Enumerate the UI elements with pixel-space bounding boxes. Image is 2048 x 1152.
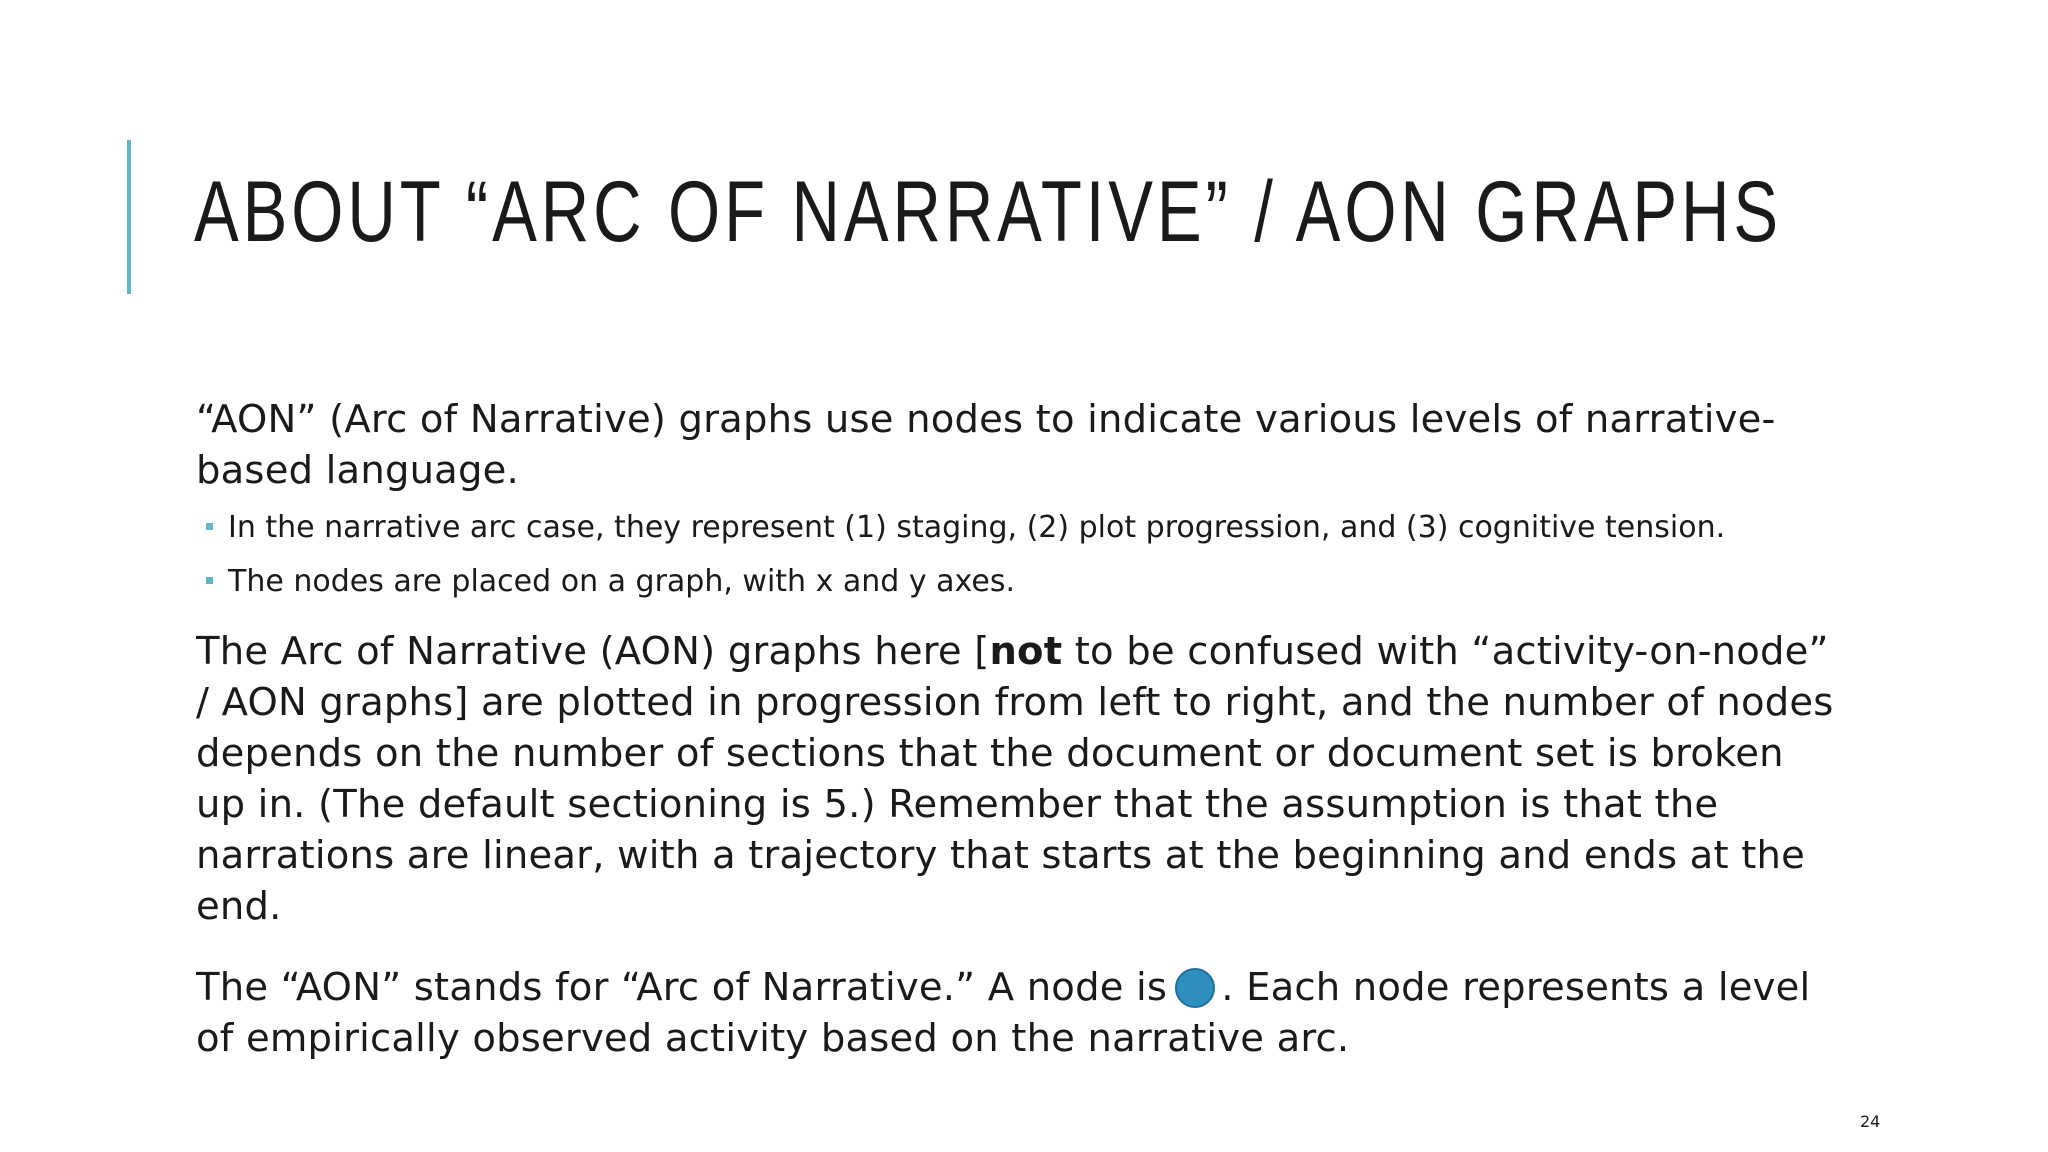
page-number: 24	[1860, 1112, 1881, 1131]
bullet-square-icon	[206, 577, 213, 584]
bullet-text: In the narrative arc case, they represent (1) staging, (2) plot progression, and (3) cognitive tension.	[228, 510, 1726, 545]
emphasis-not: not	[989, 629, 1063, 674]
definition-text-end: to be confused with “activity-on-node” / AON graphs] are plotted in progression from left to right, and the number of nodes depends on the number of sections that the document or document set is broken up in. (The default sectioning is 5.) Remember that the assumption is that the narrations are linear, with a trajectory that starts at the beginning and ends at the end.	[196, 629, 1834, 929]
slide-body	[196, 394, 1836, 1064]
bullet-item	[206, 562, 1836, 602]
intro-paragraph: “AON” (Arc of Narrative) graphs use nodes to indicate various levels of narrative-based language.	[196, 397, 1776, 493]
bullet-square-icon	[206, 523, 213, 530]
definition-text-start: The Arc of Narrative (AON) graphs here [	[196, 629, 990, 674]
title-accent-bar	[127, 140, 131, 294]
slide-title: ABOUT “ARC OF NARRATIVE” / AON GRAPHS	[194, 164, 1782, 260]
node-text-end: . Each node represents a level of empirically observed activity based on the narrative arc.	[196, 965, 1811, 1061]
node-paragraph	[196, 962, 1836, 1064]
node-text-start: The “AON” stands for “Arc of Narrative.” A node is	[196, 965, 1168, 1010]
definition-paragraph	[196, 626, 1836, 932]
blue-circle-node-icon	[1175, 968, 1215, 1008]
bullet-item	[206, 508, 1836, 548]
bullet-text: The nodes are placed on a graph, with x and y axes.	[228, 564, 1016, 599]
bullet-list	[206, 508, 1836, 602]
